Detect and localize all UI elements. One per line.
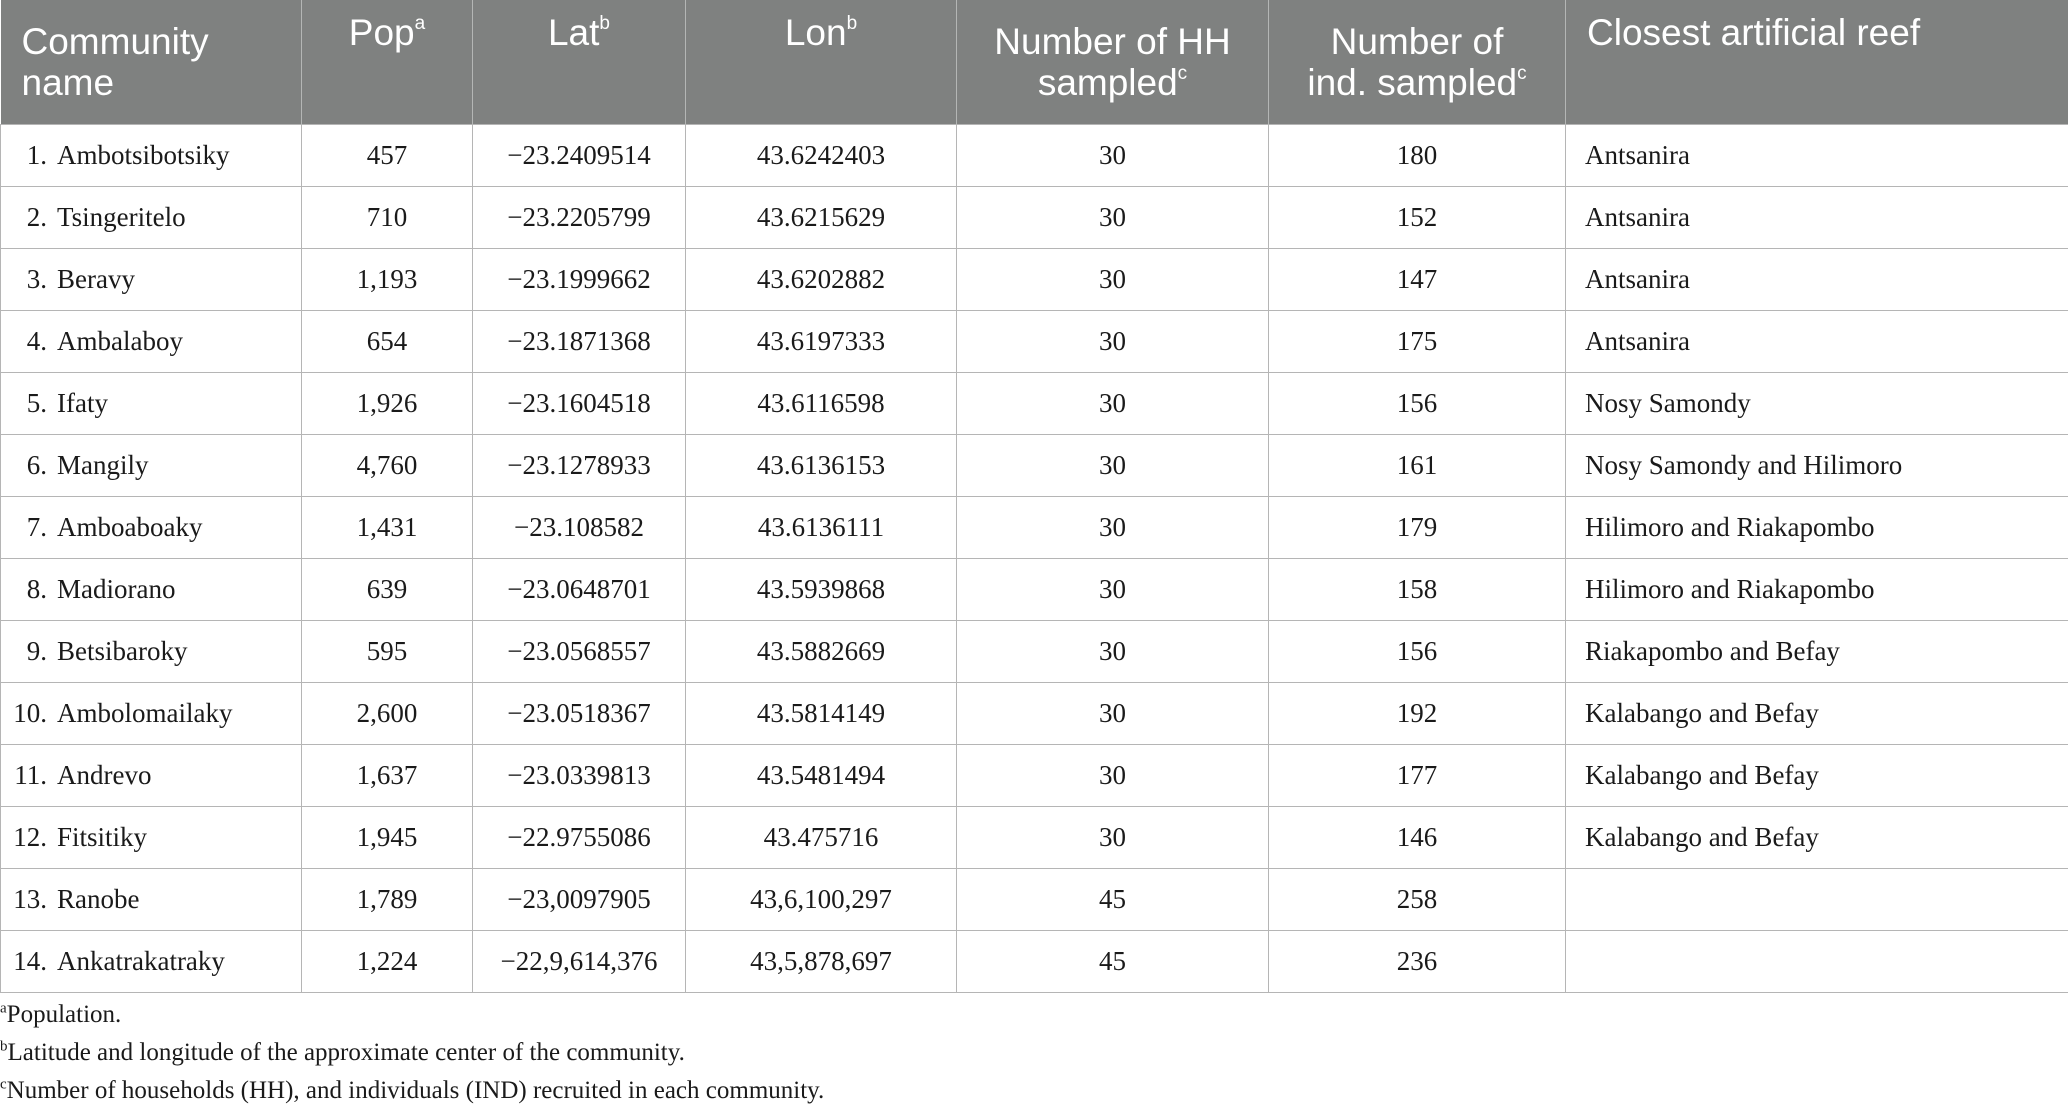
- cell-hh-sampled: 30: [957, 621, 1269, 683]
- cell-lon: 43.475716: [686, 807, 957, 869]
- cell-pop: 457: [302, 125, 473, 187]
- cell-hh-sampled: 30: [957, 559, 1269, 621]
- cell-lat: −23.0648701: [473, 559, 686, 621]
- table-row: [1, 373, 2068, 435]
- cell-lon: 43.6215629: [686, 187, 957, 249]
- footnote: [0, 1034, 824, 1072]
- header-ind-line1: Number of: [1330, 21, 1504, 62]
- table-row: [1, 807, 2068, 869]
- row-number: 11.: [14, 760, 47, 790]
- cell-ind-sampled: 258: [1269, 869, 1566, 931]
- table-row: [1, 621, 2068, 683]
- cell-lon: 43,5,878,697: [686, 931, 957, 993]
- table-body: [1, 125, 2068, 993]
- cell-community-name: [1, 125, 302, 187]
- row-number: 5.: [26, 388, 47, 418]
- cell-pop: 1,431: [302, 497, 473, 559]
- header-reef-label: Closest artificial reef: [1587, 12, 1921, 53]
- community-name-text: Madiorano: [57, 574, 176, 604]
- table-row: [1, 125, 2068, 187]
- cell-lat: −23.0568557: [473, 621, 686, 683]
- cell-pop: 4,760: [302, 435, 473, 497]
- header-lon: [686, 0, 957, 125]
- footnotes: [0, 996, 824, 1110]
- row-number: 4.: [26, 326, 47, 356]
- footnote-mark: c: [0, 1076, 7, 1093]
- header-pop-label: Pop: [348, 12, 415, 53]
- cell-ind-sampled: 152: [1269, 187, 1566, 249]
- cell-lat: −23.1999662: [473, 249, 686, 311]
- cell-hh-sampled: 30: [957, 435, 1269, 497]
- header-lat-label: Lat: [547, 12, 600, 53]
- community-name-text: Ifaty: [57, 388, 108, 418]
- header-lat: [473, 0, 686, 125]
- header-pop: [302, 0, 473, 125]
- cell-closest-reef: Nosy Samondy: [1566, 373, 2068, 435]
- cell-community-name: [1, 931, 302, 993]
- cell-closest-reef: Hilimoro and Riakapombo: [1566, 559, 2068, 621]
- header-lat-footnote-mark: b: [599, 12, 610, 34]
- cell-lat: −23.108582: [473, 497, 686, 559]
- cell-lat: −23.1604518: [473, 373, 686, 435]
- cell-community-name: [1, 745, 302, 807]
- cell-hh-sampled: 30: [957, 683, 1269, 745]
- cell-hh-sampled: 30: [957, 125, 1269, 187]
- header-hh-line1: Number of HH: [994, 21, 1231, 62]
- row-number: 12.: [13, 822, 47, 852]
- table-row: [1, 249, 2068, 311]
- table-row: [1, 435, 2068, 497]
- header-row: [1, 0, 2068, 125]
- cell-lat: −23.2409514: [473, 125, 686, 187]
- cell-ind-sampled: 179: [1269, 497, 1566, 559]
- header-ind-sampled: [1269, 0, 1566, 125]
- cell-hh-sampled: 30: [957, 497, 1269, 559]
- cell-hh-sampled: 30: [957, 745, 1269, 807]
- community-name-text: Ankatrakatraky: [57, 946, 225, 976]
- cell-hh-sampled: 30: [957, 311, 1269, 373]
- cell-hh-sampled: 45: [957, 869, 1269, 931]
- community-name-text: Fitsitiky: [57, 822, 148, 852]
- cell-hh-sampled: 30: [957, 249, 1269, 311]
- cell-closest-reef: Kalabango and Befay: [1566, 683, 2068, 745]
- cell-lat: −23.0339813: [473, 745, 686, 807]
- community-name-text: Ranobe: [57, 884, 140, 914]
- cell-lon: 43.5939868: [686, 559, 957, 621]
- cell-lon: 43.6197333: [686, 311, 957, 373]
- cell-community-name: [1, 497, 302, 559]
- cell-closest-reef: Kalabango and Befay: [1566, 745, 2068, 807]
- header-hh-sampled: [957, 0, 1269, 125]
- cell-hh-sampled: 30: [957, 807, 1269, 869]
- row-number: 13.: [13, 884, 47, 914]
- community-name-text: Ambotsibotsiky: [57, 140, 230, 170]
- cell-ind-sampled: 146: [1269, 807, 1566, 869]
- cell-lon: 43.6136153: [686, 435, 957, 497]
- cell-ind-sampled: 156: [1269, 373, 1566, 435]
- cell-closest-reef: Antsanira: [1566, 249, 2068, 311]
- cell-ind-sampled: 158: [1269, 559, 1566, 621]
- table-row: [1, 187, 2068, 249]
- cell-pop: 639: [302, 559, 473, 621]
- cell-closest-reef: Antsanira: [1566, 311, 2068, 373]
- footnote-text: Number of households (HH), and individuals (IND) recruited in each community.: [6, 1077, 825, 1104]
- row-number: 10.: [13, 698, 47, 728]
- cell-closest-reef: Kalabango and Befay: [1566, 807, 2068, 869]
- cell-community-name: [1, 559, 302, 621]
- cell-ind-sampled: 236: [1269, 931, 1566, 993]
- cell-lon: 43.6116598: [686, 373, 957, 435]
- cell-community-name: [1, 373, 302, 435]
- header-lon-footnote-mark: b: [846, 12, 858, 34]
- cell-closest-reef: Antsanira: [1566, 125, 2068, 187]
- table-row: [1, 931, 2068, 993]
- header-community-label: Community name: [21, 21, 209, 103]
- table-header: [1, 0, 2068, 125]
- cell-community-name: [1, 435, 302, 497]
- header-community-name: [1, 0, 302, 125]
- cell-pop: 654: [302, 311, 473, 373]
- cell-community-name: [1, 311, 302, 373]
- row-number: 2.: [26, 202, 47, 232]
- header-ind-line2: ind. sampled: [1307, 62, 1518, 103]
- header-ind-footnote-mark: c: [1517, 62, 1527, 84]
- cell-lat: −23.2205799: [473, 187, 686, 249]
- cell-lon: 43.6136111: [686, 497, 957, 559]
- cell-closest-reef: Hilimoro and Riakapombo: [1566, 497, 2068, 559]
- cell-pop: 710: [302, 187, 473, 249]
- community-name-text: Beravy: [57, 264, 135, 294]
- cell-lat: −22.9755086: [473, 807, 686, 869]
- cell-community-name: [1, 621, 302, 683]
- cell-pop: 1,926: [302, 373, 473, 435]
- cell-closest-reef: Riakapombo and Befay: [1566, 621, 2068, 683]
- cell-lat: −23.0518367: [473, 683, 686, 745]
- footnote-text: Population.: [6, 1001, 122, 1028]
- row-number: 9.: [26, 636, 47, 666]
- header-hh-footnote-mark: c: [1177, 62, 1188, 84]
- cell-lat: −23,0097905: [473, 869, 686, 931]
- cell-ind-sampled: 180: [1269, 125, 1566, 187]
- cell-hh-sampled: 30: [957, 373, 1269, 435]
- footnote-text: Latitude and longitude of the approximate center of the community.: [7, 1039, 685, 1066]
- header-hh-line2: sampled: [1037, 62, 1178, 103]
- cell-lon: 43,6,100,297: [686, 869, 957, 931]
- cell-pop: 1,224: [302, 931, 473, 993]
- cell-community-name: [1, 683, 302, 745]
- table-row: [1, 683, 2068, 745]
- cell-lon: 43.5814149: [686, 683, 957, 745]
- table-row: [1, 311, 2068, 373]
- footnote: [0, 996, 824, 1034]
- header-ind-line2-wrap: [1269, 62, 1565, 103]
- cell-pop: 1,789: [302, 869, 473, 931]
- community-name-text: Mangily: [57, 450, 149, 480]
- cell-lat: −22,9,614,376: [473, 931, 686, 993]
- cell-ind-sampled: 147: [1269, 249, 1566, 311]
- cell-pop: 1,637: [302, 745, 473, 807]
- cell-lon: 43.6242403: [686, 125, 957, 187]
- header-closest-reef: [1566, 0, 2068, 125]
- table-row: [1, 745, 2068, 807]
- header-pop-footnote-mark: a: [414, 12, 426, 34]
- community-name-text: Amboaboaky: [57, 512, 203, 542]
- header-hh-line2-wrap: [957, 62, 1268, 103]
- community-name-text: Tsingeritelo: [57, 202, 186, 232]
- cell-closest-reef: Antsanira: [1566, 187, 2068, 249]
- cell-closest-reef: [1566, 869, 2068, 931]
- cell-community-name: [1, 807, 302, 869]
- row-number: 7.: [26, 512, 47, 542]
- footnote-mark: a: [0, 1000, 7, 1017]
- table-row: [1, 559, 2068, 621]
- community-name-text: Ambalaboy: [57, 326, 183, 356]
- cell-hh-sampled: 45: [957, 931, 1269, 993]
- community-name-text: Andrevo: [57, 760, 152, 790]
- row-number: 1.: [26, 140, 47, 170]
- cell-pop: 2,600: [302, 683, 473, 745]
- cell-ind-sampled: 161: [1269, 435, 1566, 497]
- cell-ind-sampled: 177: [1269, 745, 1566, 807]
- cell-community-name: [1, 249, 302, 311]
- cell-lat: −23.1278933: [473, 435, 686, 497]
- cell-community-name: [1, 187, 302, 249]
- cell-ind-sampled: 156: [1269, 621, 1566, 683]
- footnote: [0, 1072, 824, 1110]
- cell-lon: 43.6202882: [686, 249, 957, 311]
- cell-closest-reef: [1566, 931, 2068, 993]
- footnote-mark: b: [0, 1038, 8, 1055]
- table-row: [1, 869, 2068, 931]
- row-number: 6.: [26, 450, 47, 480]
- cell-pop: 1,945: [302, 807, 473, 869]
- cell-ind-sampled: 192: [1269, 683, 1566, 745]
- row-number: 14.: [13, 946, 47, 976]
- cell-hh-sampled: 30: [957, 187, 1269, 249]
- cell-pop: 1,193: [302, 249, 473, 311]
- cell-lon: 43.5481494: [686, 745, 957, 807]
- row-number: 3.: [26, 264, 47, 294]
- cell-lon: 43.5882669: [686, 621, 957, 683]
- cell-community-name: [1, 869, 302, 931]
- table-row: [1, 497, 2068, 559]
- header-lon-label: Lon: [784, 12, 847, 53]
- cell-closest-reef: Nosy Samondy and Hilimoro: [1566, 435, 2068, 497]
- community-name-text: Ambolomailaky: [57, 698, 233, 728]
- cell-ind-sampled: 175: [1269, 311, 1566, 373]
- community-name-text: Betsibaroky: [57, 636, 188, 666]
- cell-lat: −23.1871368: [473, 311, 686, 373]
- row-number: 8.: [26, 574, 47, 604]
- cell-pop: 595: [302, 621, 473, 683]
